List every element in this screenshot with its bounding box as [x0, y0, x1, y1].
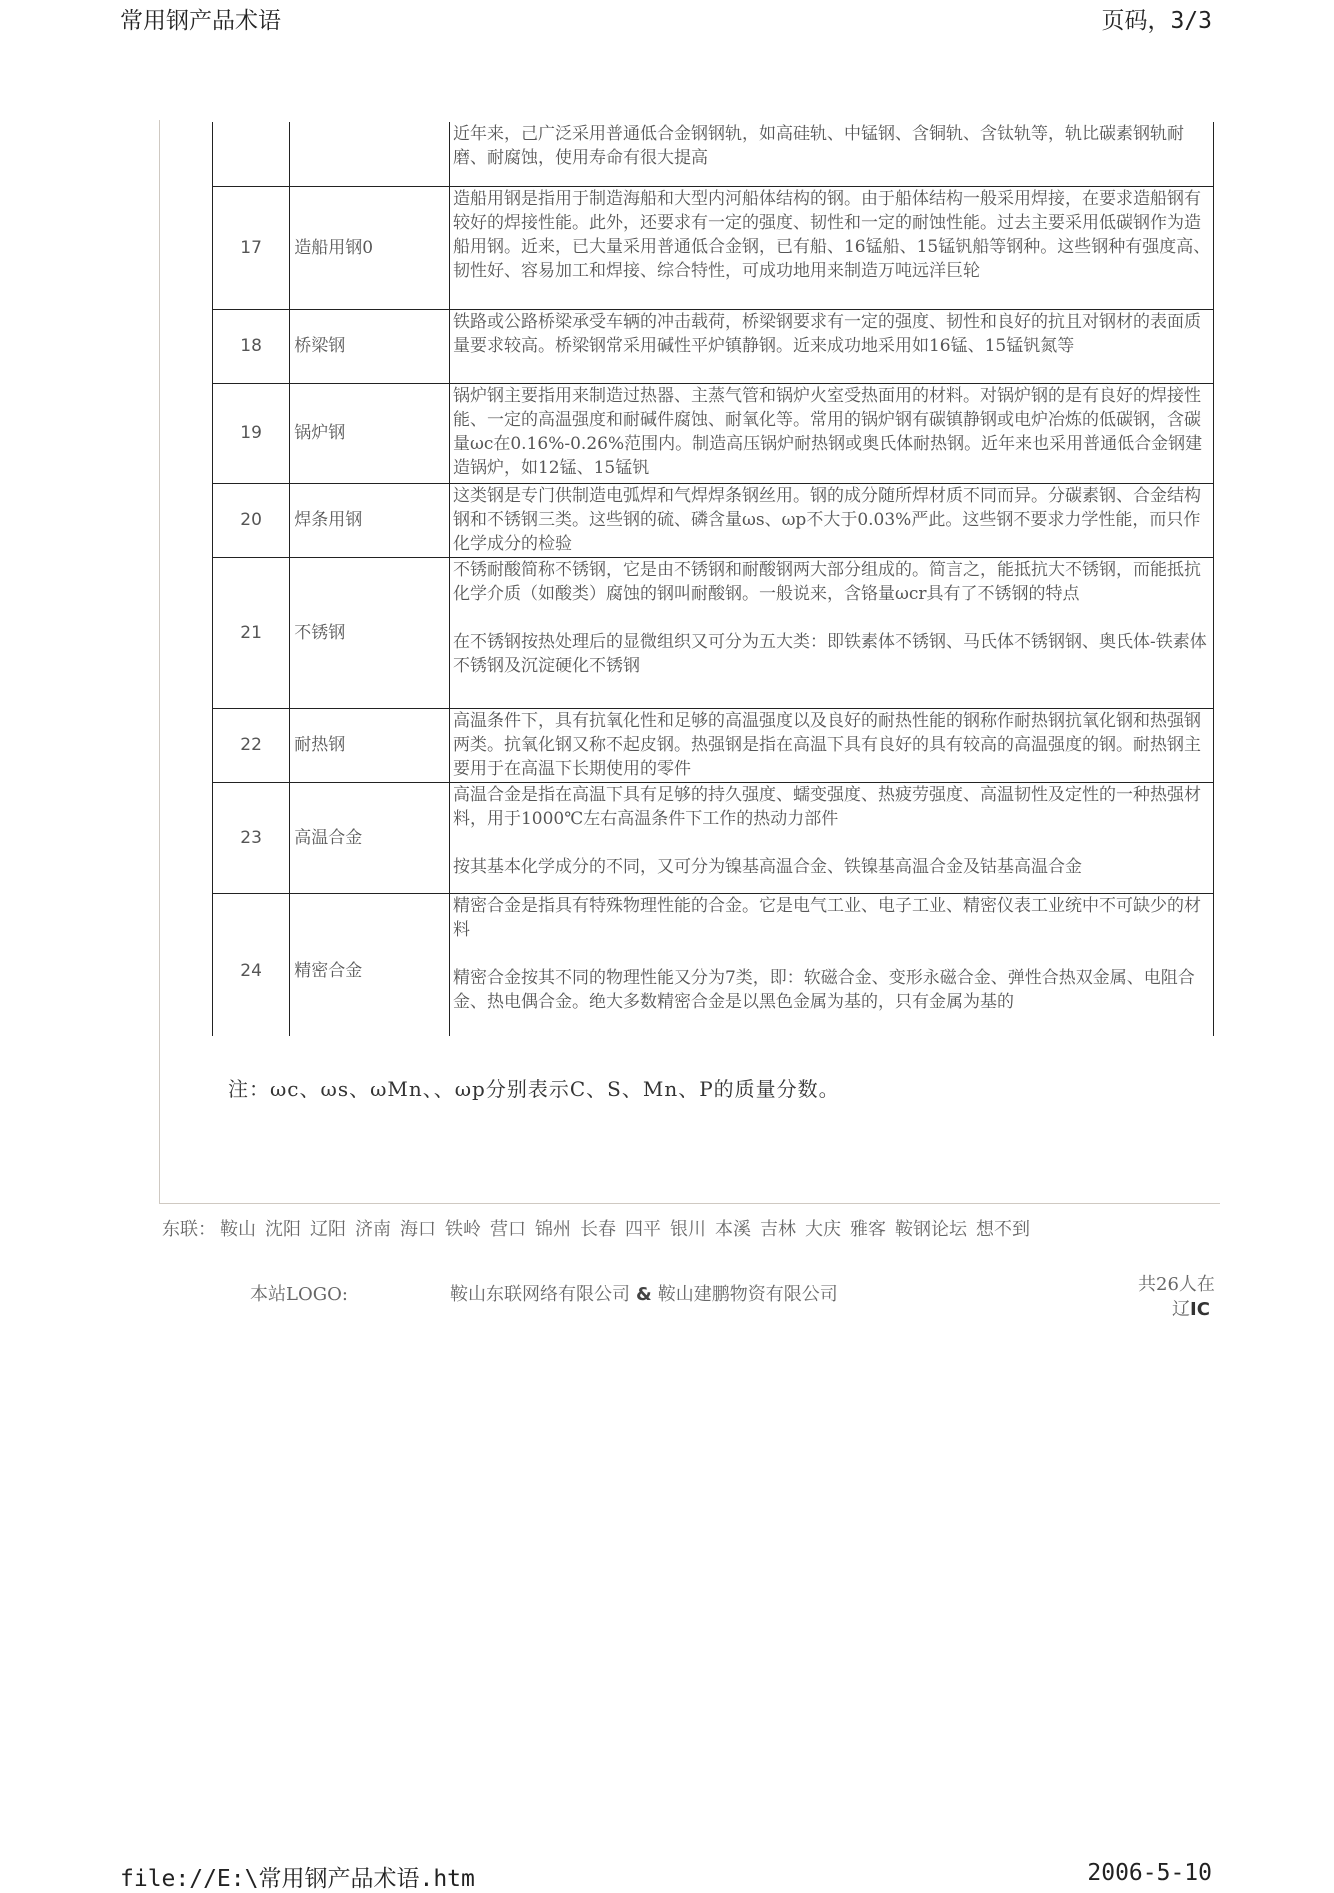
city-link[interactable]: 沈阳 — [265, 1219, 301, 1240]
city-link[interactable]: 辽阳 — [310, 1219, 346, 1240]
term-description — [449, 557, 1213, 708]
company-names — [450, 1280, 838, 1306]
term-description — [449, 893, 1213, 1036]
row-number: 24 — [213, 893, 290, 1036]
icp-record[interactable] — [1172, 1295, 1218, 1321]
description-paragraph: 锅炉钢主要指用来制造过热器、主蒸气管和锅炉火室受热面用的材料。对锅炉钢的是有良好的焊接性能、一定的高温强度和耐碱件腐蚀、耐氧化等。常用的锅炉钢有碳镇静钢或电炉冶炼的低碳钢，含碳量ωc在0.16%-0.26%范围内。制造高压锅炉耐热钢或奥氏体耐热钢。近年来也采用普通低合金钢建造锅炉，如12锰、15锰钒 — [452, 385, 1203, 478]
logo-label: 本站LOGO: — [250, 1284, 348, 1305]
term-description — [449, 383, 1213, 483]
table-row — [213, 383, 1214, 483]
description-paragraph: 高温条件下，具有抗氧化性和足够的高温强度以及良好的耐热性能的钢称作耐热钢抗氧化钢和热强钢两类。抗氧化钢又称不起皮钢。热强钢是指在高温下具有良好的具有较高的高温强度的钢。耐热钢主要用于在高温下长期使用的零件 — [452, 710, 1201, 779]
term-description — [449, 122, 1213, 186]
table-row — [213, 122, 1214, 186]
city-link[interactable]: 想不到 — [976, 1219, 1030, 1240]
print-date: 2006-5-10 — [1087, 1860, 1212, 1886]
city-link[interactable]: 雅客 — [850, 1219, 886, 1240]
term-name: 桥梁钢 — [290, 309, 450, 383]
term-name: 锅炉钢 — [290, 383, 450, 483]
term-name: 焊条用钢 — [290, 483, 450, 557]
row-number: 18 — [213, 309, 290, 383]
city-link[interactable]: 营口 — [490, 1219, 526, 1240]
term-name: 造船用钢0 — [290, 186, 450, 309]
description-paragraph: 近年来，己广泛采用普通低合金钢钢轨，如高硅轨、中锰钢、含铜轨、含钛轨等，轨比碳素钢轨耐磨、耐腐蚀，使用寿命有很大提高 — [452, 124, 1184, 168]
print-footer — [120, 1860, 1212, 1893]
table-row — [213, 708, 1214, 782]
company-link-1[interactable]: 鞍山东联网络有限公司 — [450, 1284, 630, 1305]
page-number: 页码，3/3 — [1101, 8, 1212, 34]
city-link[interactable]: 大庆 — [805, 1219, 841, 1240]
city-link[interactable]: 四平 — [625, 1219, 661, 1240]
description-paragraph: 造船用钢是指用于制造海船和大型内河船体结构的钢。由于船体结构一般采用焊接，在要求造船钢有较好的焊接性能。此外，还要求有一定的强度、韧性和一定的耐蚀性能。过去主要采用低碳钢作为造船用钢。近来，已大量采用普通低合金钢，已有船、16锰船、15锰钒船等钢种。这些钢种有强度高、韧性好、容易加工和焊接、综合特性，可成功地用来制造万吨远洋巨轮 — [452, 188, 1211, 281]
site-logo-row — [162, 1274, 1217, 1338]
term-name: 不锈钢 — [290, 557, 450, 708]
partner-links — [162, 1215, 1218, 1241]
term-description — [449, 309, 1213, 383]
row-number: 22 — [213, 708, 290, 782]
row-number: 20 — [213, 483, 290, 557]
company-link-2[interactable]: 鞍山建鹏物资有限公司 — [657, 1284, 838, 1305]
table-viewport — [212, 122, 1214, 1036]
ampersand: & — [636, 1284, 652, 1305]
table-row — [213, 782, 1214, 893]
term-description — [449, 186, 1213, 309]
city-link[interactable]: 本溪 — [715, 1219, 751, 1240]
description-paragraph: 高温合金是指在高温下具有足够的持久强度、蠕变强度、热疲劳强度、高温韧性及定性的一种热强材料，用于1000℃左右高温条件下工作的热动力部件 — [452, 784, 1201, 829]
term-description — [449, 483, 1213, 557]
table-row — [213, 309, 1214, 383]
city-link[interactable]: 银川 — [670, 1219, 706, 1240]
city-link[interactable]: 鞍钢论坛 — [895, 1219, 967, 1240]
city-link[interactable]: 鞍山 — [220, 1219, 256, 1240]
description-paragraph: 精密合金是指具有特殊物理性能的合金。它是电气工业、电子工业、精密仪表工业统中不可缺少的材料 — [452, 895, 1201, 940]
city-link[interactable]: 长春 — [580, 1219, 616, 1240]
row-number — [213, 122, 290, 186]
row-number: 17 — [213, 186, 290, 309]
row-number: 23 — [213, 782, 290, 893]
row-number: 19 — [213, 383, 290, 483]
table-row — [213, 893, 1214, 1036]
city-link[interactable]: 吉林 — [760, 1219, 796, 1240]
icp-prefix: 辽 — [1172, 1299, 1190, 1320]
document-title: 常用钢产品术语 — [120, 8, 281, 34]
table-row — [213, 557, 1214, 708]
description-paragraph: 在不锈钢按热处理后的显微组织又可分为五大类：即铁素体不锈钢、马氏体不锈钢钢、奥氏体-铁素体不锈钢及沉淀硬化不锈钢 — [452, 631, 1207, 676]
city-link[interactable]: 海口 — [400, 1219, 436, 1240]
file-path: file://E:\常用钢产品术语.htm — [120, 1866, 475, 1892]
city-link[interactable]: 铁岭 — [445, 1219, 481, 1240]
term-name: 精密合金 — [290, 893, 450, 1036]
online-count: 共26人在 — [1138, 1274, 1215, 1295]
description-paragraph: 按其基本化学成分的不同，又可分为镍基高温合金、铁镍基高温合金及钴基高温合金 — [452, 856, 1082, 877]
term-name: 耐热钢 — [290, 708, 450, 782]
description-paragraph: 铁路或公路桥梁承受车辆的冲击载荷，桥梁钢要求有一定的强度、韧性和良好的抗且对钢材的表面质量要求较高。桥梁钢常采用碱性平炉镇静钢。近来成功地采用如16锰、15锰钒氮等 — [452, 311, 1201, 356]
row-number: 21 — [213, 557, 290, 708]
icp-code: IC — [1190, 1299, 1210, 1320]
description-paragraph: 不锈耐酸简称不锈钢，它是由不锈钢和耐酸钢两大部分组成的。简言之，能抵抗大不锈钢，而能抵抗化学介质（如酸类）腐蚀的钢叫耐酸钢。一般说来，含铬量ωcr具有了不锈钢的特点 — [452, 559, 1201, 604]
city-link[interactable]: 济南 — [355, 1219, 391, 1240]
term-name: 高温合金 — [290, 782, 450, 893]
term-description — [449, 708, 1213, 782]
links-label: 东联： — [162, 1219, 216, 1240]
table-row — [213, 483, 1214, 557]
city-link[interactable]: 锦州 — [535, 1219, 571, 1240]
term-name — [290, 122, 450, 186]
description-paragraph: 这类钢是专门供制造电弧焊和气焊焊条钢丝用。钢的成分随所焊材质不同而异。分碳素钢、合金结构钢和不锈钢三类。这些钢的硫、磷含量ωs、ωp不大于0.03%严此。这些钢不要求力学性能，而只作化学成分的检验 — [452, 485, 1201, 554]
description-paragraph: 精密合金按其不同的物理性能又分为7类，即：软磁合金、变形永磁合金、弹性合热双金属、电阻合金、热电偶合金。绝大多数精密合金是以黑色金属为基的，只有金属为基的 — [452, 967, 1195, 1012]
print-header — [120, 2, 1212, 35]
table-row — [213, 186, 1214, 309]
term-description — [449, 782, 1213, 893]
terms-table — [212, 122, 1214, 1036]
footnote: 注：ωc、ωs、ωMn、、ωp分别表示C、S、Mn、P的质量分数。 — [228, 1077, 840, 1101]
